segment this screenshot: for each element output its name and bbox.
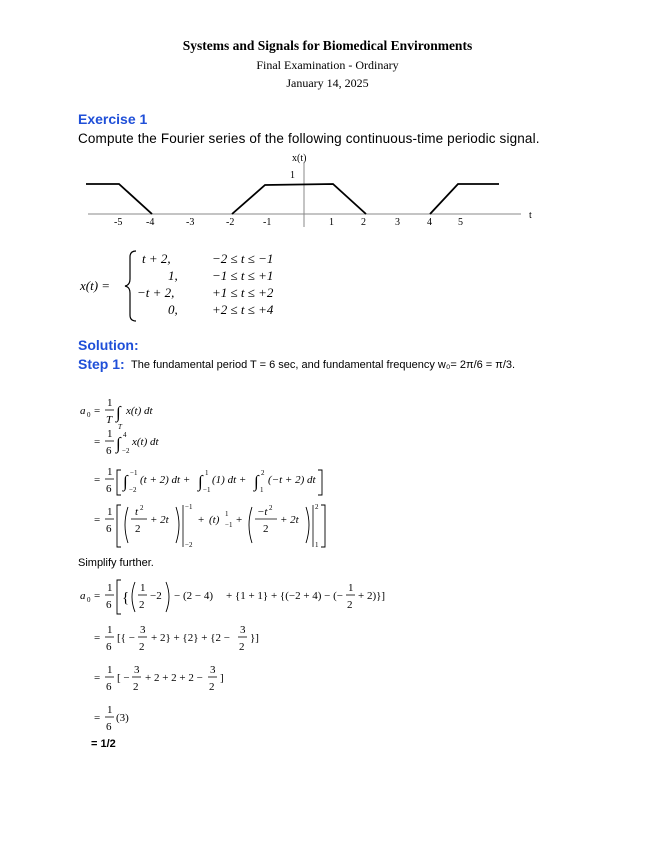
x-tick: -4: [146, 217, 155, 228]
equals: =: [94, 514, 101, 526]
bracket: [117, 580, 121, 614]
term: + 2)}]: [358, 590, 386, 602]
integral-sign: ∫: [116, 434, 121, 453]
term: [{ −: [117, 632, 135, 644]
equals: =: [94, 474, 101, 486]
fraction-den: 6: [106, 445, 112, 457]
paren: [249, 507, 252, 543]
equals: =: [94, 590, 101, 602]
term: + 2 + 2 + 2 −: [145, 672, 203, 684]
paren: [132, 582, 135, 612]
fraction-den: 2: [209, 681, 215, 693]
document-title: Systems and Signals for Biomedical Environments: [182, 38, 473, 53]
fraction-num: 3: [240, 624, 246, 636]
t-squared: t: [135, 506, 139, 518]
plus-2t: + 2t: [150, 514, 169, 526]
case-cond: −1 ≤ t ≤ +1: [212, 268, 274, 283]
step-description: The fundamental period T = 6 sec, and fundamental frequency w₀= 2π/6 = π/3.: [131, 359, 516, 371]
signal-graph: [0, 145, 655, 235]
fraction-den: 2: [239, 641, 245, 653]
case-expr: 0,: [168, 302, 178, 317]
eval-upper: 2: [315, 503, 319, 511]
fraction-den: 6: [106, 641, 112, 653]
fraction-num: 3: [134, 664, 140, 676]
case-expr: −t + 2,: [137, 285, 175, 300]
limit-low: 1: [260, 486, 264, 494]
fraction-num: 3: [140, 624, 146, 636]
fraction-den: 6: [106, 721, 112, 733]
fraction-num: 1: [140, 582, 146, 594]
neg-t-squared: −t: [257, 506, 268, 518]
fraction-num: 1: [107, 582, 113, 594]
fraction-den: 2: [133, 681, 139, 693]
eval-upper: 1: [225, 510, 229, 518]
limit-high: 2: [261, 469, 265, 477]
paren: [306, 507, 309, 543]
a0-subscript: 0: [87, 596, 91, 604]
simplify-note: Simplify further.: [78, 557, 154, 569]
case-cond: −2 ≤ t ≤ −1: [212, 251, 274, 266]
solution-heading: Solution:: [78, 337, 139, 353]
x-tick: 4: [427, 217, 432, 228]
integrand: x(t) dt: [126, 405, 153, 417]
bracket: [321, 505, 325, 547]
term: − (2 − 4): [174, 590, 213, 602]
document-subtitle: Final Examination - Ordinary: [256, 58, 399, 72]
bracket: [117, 470, 121, 495]
equals: =: [94, 632, 101, 644]
term: + {1 + 1} + {(−2 + 4) − (−: [226, 590, 344, 602]
t-paren: (t): [209, 514, 220, 526]
y-axis-label: x(t): [292, 153, 307, 164]
integral-sign: ∫: [198, 472, 203, 491]
limit-low: −2: [122, 447, 130, 455]
fraction-num: 1: [107, 397, 113, 409]
x-tick: -2: [226, 217, 235, 228]
a0-subscript: 0: [87, 411, 91, 419]
paren: [176, 507, 179, 543]
brace: {: [122, 590, 130, 606]
bracket: [318, 470, 322, 495]
x-tick: -5: [114, 217, 123, 228]
integrand: x(t) dt: [132, 436, 159, 448]
signal-segment-right: [430, 184, 499, 214]
fraction-den: T: [106, 414, 113, 426]
y-tick-label: 1: [290, 170, 295, 181]
fraction-den: 6: [106, 599, 112, 611]
fraction-den: 2: [347, 599, 353, 611]
x-tick: 5: [458, 217, 463, 228]
document-date: January 14, 2025: [286, 76, 369, 90]
term: (−t + 2) dt: [268, 474, 316, 486]
equals: =: [94, 672, 101, 684]
limit-low: −2: [129, 486, 137, 494]
plus-2t: + 2t: [280, 514, 299, 526]
integral-sign: ∫: [254, 472, 259, 491]
fraction-num: 1: [107, 428, 113, 440]
fraction-den: 2: [139, 599, 145, 611]
term: [ −: [117, 672, 130, 684]
piecewise-lhs: x(t) =: [80, 278, 111, 293]
denominator: 2: [135, 523, 141, 535]
exercise-heading: Exercise 1: [78, 111, 148, 127]
limit-low: −1: [203, 486, 211, 494]
fraction-num: 1: [107, 664, 113, 676]
x-tick: 2: [361, 217, 366, 228]
plus: +: [198, 514, 205, 526]
denominator: 2: [263, 523, 269, 535]
term: }]: [250, 632, 259, 644]
term: (1) dt +: [212, 474, 247, 486]
limit-high: −1: [130, 469, 138, 477]
equals: =: [94, 712, 101, 724]
a0-symbol: a: [80, 590, 86, 602]
bracket: [117, 505, 121, 547]
final-result: = 1/2: [91, 738, 116, 750]
fraction-num: 1: [107, 466, 113, 478]
eval-lower: −1: [225, 521, 233, 529]
case-cond: +2 ≤ t ≤ +4: [212, 302, 274, 317]
fraction-num: 1: [107, 506, 113, 518]
limit-high: 4: [123, 431, 127, 439]
x-tick: 3: [395, 217, 400, 228]
a0-simplification: [0, 568, 430, 736]
x-tick: 1: [329, 217, 334, 228]
x-tick-labels: [114, 217, 463, 228]
integral-sign: ∫: [123, 472, 128, 491]
exponent: 2: [140, 504, 144, 512]
term: + 2} + {2} + {2 −: [151, 632, 230, 644]
case-expr: 1,: [168, 268, 178, 283]
integral-sub: T: [118, 423, 122, 431]
term: (3): [116, 712, 129, 724]
eval-lower: 1: [315, 541, 319, 549]
fraction-num: 3: [210, 664, 216, 676]
left-brace: [125, 251, 136, 321]
fraction-den: 6: [106, 483, 112, 495]
signal-segment-left: [86, 184, 152, 214]
term: (t + 2) dt +: [140, 474, 191, 486]
eval-upper: −1: [185, 503, 193, 511]
x-tick: -3: [186, 217, 195, 228]
term: −2: [150, 590, 162, 602]
step-heading: Step 1:: [78, 356, 125, 372]
piecewise-definition: [0, 245, 400, 325]
paren: [166, 582, 169, 612]
fraction-num: 1: [107, 624, 113, 636]
exponent: 2: [269, 504, 273, 512]
exercise-prompt: Compute the Fourier series of the following continuous-time periodic signal.: [78, 131, 540, 146]
term: ]: [220, 672, 224, 684]
case-cond: +1 ≤ t ≤ +2: [212, 285, 274, 300]
paren: [125, 507, 128, 543]
fraction-den: 2: [139, 641, 145, 653]
x-tick: -1: [263, 217, 272, 228]
x-axis-label: t: [529, 210, 532, 221]
equals: =: [94, 436, 101, 448]
fraction-den: 6: [106, 681, 112, 693]
limit-high: 1: [205, 469, 209, 477]
equals: =: [94, 405, 101, 417]
eval-lower: −2: [185, 541, 193, 549]
a0-symbol: a: [80, 405, 86, 417]
a0-derivation: [0, 395, 420, 555]
fraction-num: 1: [348, 582, 354, 594]
fraction-den: 6: [106, 523, 112, 535]
signal-segment-center: [232, 184, 366, 214]
plus: +: [236, 514, 243, 526]
integral-sign: ∫: [116, 403, 121, 422]
fraction-num: 1: [107, 704, 113, 716]
case-expr: t + 2,: [142, 251, 171, 266]
